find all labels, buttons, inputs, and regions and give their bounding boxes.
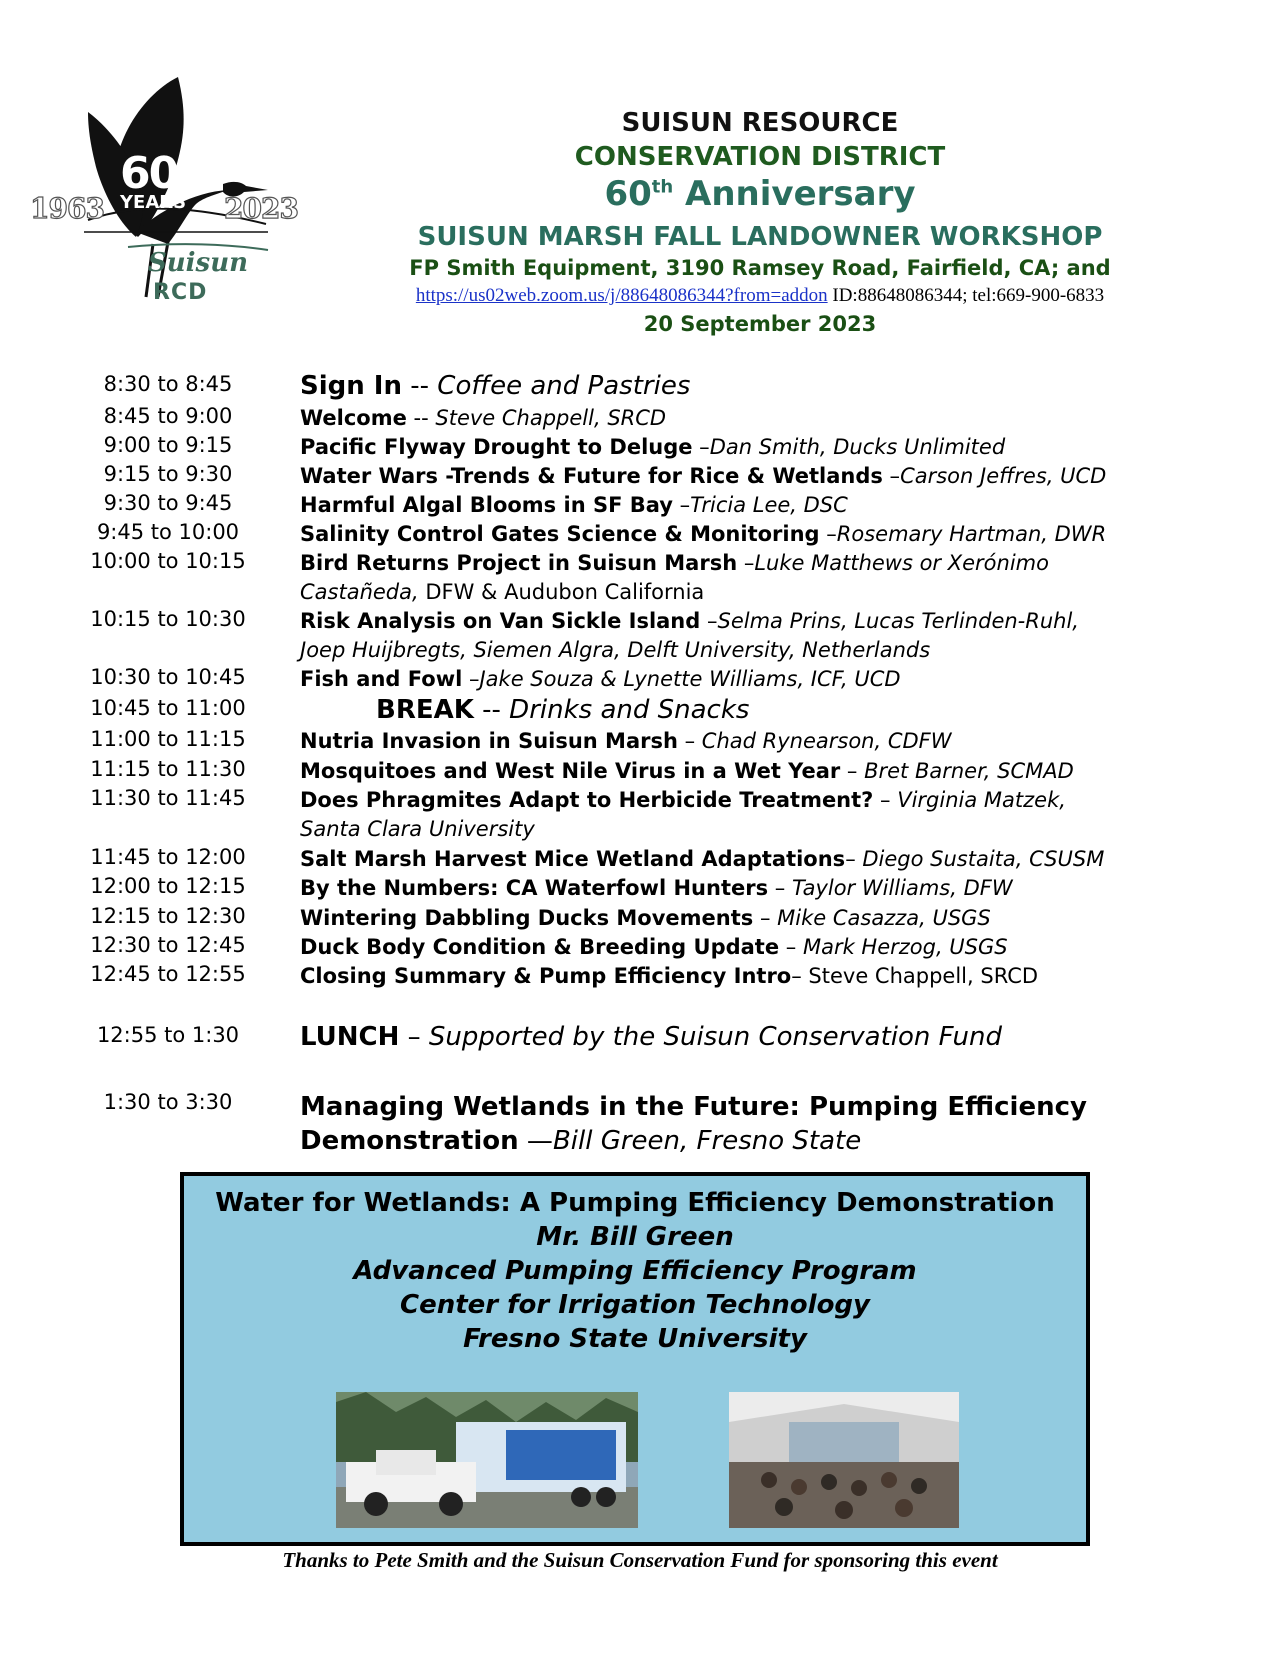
- agenda-speaker: Mike Casazza, USGS: [777, 906, 991, 930]
- zoom-info: ID:88648086344; tel:669-900-6833: [827, 285, 1105, 306]
- agenda-title: Salt Marsh Harvest Mice Wetland Adaptations: [300, 847, 846, 871]
- agenda-event: [300, 665, 1220, 694]
- agenda-speaker: Tricia Lee, DSC: [690, 493, 848, 517]
- agenda-title-cont: Demonstration: [300, 1126, 519, 1156]
- agenda-title: Harmful Algal Blooms in SF Bay: [300, 493, 673, 517]
- agenda-separator: --: [473, 695, 510, 725]
- agenda-speaker: Virginia Matzek,: [897, 788, 1066, 812]
- agenda-speaker: Diego Sustaita, CSUSM: [862, 847, 1105, 871]
- agenda-speaker: Supported by the Suisun Conservation Fund: [428, 1022, 1003, 1052]
- agenda-time: 9:45 to 10:00: [96, 520, 240, 544]
- agenda-separator: –: [672, 493, 691, 517]
- agenda-event: [300, 520, 1220, 549]
- agenda-title: Pacific Flyway Drought to Deluge: [300, 435, 693, 459]
- agenda-title: By the Numbers: CA Waterfowl Hunters: [300, 876, 769, 900]
- workshop-title: SUISUN MARSH FALL LANDOWNER WORKSHOP: [417, 222, 1103, 252]
- logo-year-start: 1963: [30, 192, 104, 225]
- agenda-time: 12:00 to 12:15: [90, 874, 246, 898]
- agenda-time: 12:15 to 12:30: [90, 904, 246, 928]
- agenda-time: 10:00 to 10:15: [90, 549, 246, 573]
- agenda-title: Sign In: [300, 371, 402, 401]
- box-title: Water for Wetlands: A Pumping Efficiency Demonstration: [215, 1188, 1055, 1218]
- agenda-event: [300, 491, 1220, 520]
- agenda-event: [300, 462, 1220, 491]
- agenda-event: [300, 727, 1220, 756]
- agenda-event: [300, 845, 1220, 874]
- agenda-time: 10:15 to 10:30: [90, 607, 246, 631]
- box-university: Fresno State University: [463, 1324, 807, 1354]
- agenda-time: 12:30 to 12:45: [90, 933, 246, 957]
- logo-rcd: RCD: [153, 280, 208, 305]
- agenda-speaker: Carson Jeffres, UCD: [900, 464, 1107, 488]
- agenda-speaker: Rosemary Hartman, DWR: [836, 522, 1107, 546]
- agenda-separator: –: [779, 935, 803, 959]
- agenda-speaker: Drinks and Snacks: [509, 695, 750, 725]
- anniversary-number: 60: [604, 174, 652, 214]
- srcd-logo: [28, 72, 298, 312]
- agenda-event: [300, 607, 1220, 665]
- agenda-time: 9:00 to 9:15: [103, 433, 233, 457]
- logo-years: YEARS: [120, 192, 187, 213]
- box-speaker-name: Mr. Bill Green: [536, 1222, 734, 1252]
- agenda-time: 8:45 to 9:00: [103, 404, 233, 428]
- agenda-event: [300, 1023, 1220, 1052]
- agenda-speaker: Bill Green, Fresno State: [552, 1126, 862, 1156]
- agenda-speaker: Jake Souza & Lynette Williams, ICF, UCD: [479, 667, 901, 691]
- agenda-speaker: Taylor Williams, DFW: [791, 876, 1013, 900]
- agenda-title: Welcome: [300, 406, 407, 430]
- agenda-speaker-cont: Castañeda,: [300, 580, 419, 604]
- agenda-event: [300, 874, 1220, 903]
- agenda-title: Fish and Fowl: [300, 667, 463, 691]
- agenda-event: [300, 757, 1220, 786]
- agenda-event: [300, 433, 1220, 462]
- agenda-time: 1:30 to 3:30: [103, 1090, 233, 1114]
- agenda-separator: –: [737, 551, 755, 575]
- anniversary-word: Anniversary: [673, 174, 916, 214]
- anniversary-title: [280, 174, 1240, 214]
- logo-sixty: 60: [120, 148, 178, 199]
- agenda-separator: –: [791, 964, 809, 988]
- agenda-separator: –: [819, 522, 837, 546]
- agenda-time: 11:45 to 12:00: [90, 845, 246, 869]
- agenda-event: [300, 962, 1220, 991]
- event-date: 20 September 2023: [643, 312, 877, 336]
- agenda-separator: --: [406, 406, 436, 430]
- box-program: Advanced Pumping Efficiency Program: [353, 1256, 917, 1286]
- agenda-title: Nutria Invasion in Suisun Marsh: [300, 729, 678, 753]
- agenda-title: LUNCH: [300, 1022, 400, 1052]
- anniversary-suffix: th: [651, 176, 674, 198]
- agenda-speaker: Chad Rynearson, CDFW: [701, 729, 952, 753]
- agenda-time: 10:45 to 11:00: [90, 696, 246, 720]
- agenda-title: Bird Returns Project in Suisun Marsh: [300, 551, 738, 575]
- demonstration-box: [180, 1172, 1090, 1546]
- agenda-separator: –: [677, 729, 702, 753]
- agenda-separator: –: [840, 759, 865, 783]
- header-line2: CONSERVATION DISTRICT: [574, 142, 946, 172]
- agenda-time: 12:45 to 12:55: [90, 962, 246, 986]
- agenda-time: 9:15 to 9:30: [103, 462, 233, 486]
- agenda-separator: --: [402, 371, 438, 401]
- agenda-separator: –: [845, 847, 863, 871]
- truck-trailer-photo: [336, 1392, 638, 1528]
- agenda-time: 10:30 to 10:45: [90, 665, 246, 689]
- agenda-event: [300, 404, 1220, 433]
- agenda-title: Mosquitoes and West Nile Virus in a Wet Year: [300, 759, 841, 783]
- agenda-separator: –: [700, 609, 718, 633]
- agenda-speaker: Bret Barner, SCMAD: [864, 759, 1074, 783]
- agenda-title: Salinity Control Gates Science & Monitoring: [300, 522, 820, 546]
- agenda-affiliation: DFW & Audubon California: [418, 580, 705, 604]
- box-center: Center for Irrigation Technology: [399, 1290, 870, 1320]
- agenda-speaker: Mark Herzog, USGS: [802, 935, 1008, 959]
- agenda-separator: –: [692, 435, 710, 459]
- agenda-time: 11:15 to 11:30: [90, 757, 246, 781]
- agenda-title: Wintering Dabbling Ducks Movements: [300, 906, 754, 930]
- agenda-separator: –: [399, 1022, 429, 1052]
- agenda-separator: –: [753, 906, 778, 930]
- header-line1: SUISUN RESOURCE: [621, 108, 899, 138]
- agenda-speaker: Steve Chappell, SRCD: [808, 964, 1039, 988]
- agenda-event: [300, 372, 1220, 401]
- agenda-time: 9:30 to 9:45: [103, 491, 233, 515]
- agenda-title: Risk Analysis on Van Sickle Island: [300, 609, 701, 633]
- agenda-title: Closing Summary & Pump Efficiency Intro: [300, 964, 792, 988]
- agenda-speaker: Coffee and Pastries: [437, 371, 691, 401]
- tent-audience-photo: [729, 1392, 959, 1528]
- agenda-separator: –: [873, 788, 898, 812]
- agenda-event: [300, 786, 1220, 844]
- zoom-link[interactable]: https://us02web.zoom.us/j/88648086344?from=addon: [415, 285, 828, 306]
- zoom-line: [280, 285, 1240, 307]
- agenda-event: [300, 549, 1220, 607]
- agenda-separator: —: [518, 1126, 553, 1156]
- agenda-separator: –: [882, 464, 901, 488]
- agenda-title: Does Phragmites Adapt to Herbicide Treatment?: [300, 788, 874, 812]
- logo-year-end: 2023: [224, 192, 298, 225]
- logo-script: Suisun: [148, 248, 249, 278]
- agenda-time: 11:30 to 11:45: [90, 786, 246, 810]
- agenda-time: 8:30 to 8:45: [103, 372, 233, 396]
- agenda-event: [300, 904, 1220, 933]
- agenda-event: [300, 933, 1220, 962]
- agenda-separator: –: [768, 876, 792, 900]
- agenda-event: [300, 1090, 1220, 1158]
- agenda-speaker: Dan Smith, Ducks Unlimited: [709, 435, 1006, 459]
- agenda-title: Water Wars -Trends & Future for Rice & Wetlands: [300, 464, 883, 488]
- agenda-speaker: Selma Prins, Lucas Terlinden-Ruhl,: [717, 609, 1079, 633]
- agenda-speaker: Steve Chappell, SRCD: [435, 406, 667, 430]
- agenda-speaker-cont: Santa Clara University: [300, 817, 535, 841]
- agenda-title: Duck Body Condition & Breeding Update: [300, 935, 780, 959]
- agenda-speaker-cont: Joep Huijbregts, Siemen Algra, Delft University, Netherlands: [300, 638, 931, 662]
- agenda-separator: –: [462, 667, 480, 691]
- footer-thanks: Thanks to Pete Smith and the Suisun Conservation Fund for sponsoring this event: [282, 1548, 998, 1572]
- agenda-title: BREAK: [376, 695, 474, 725]
- agenda-speaker: Luke Matthews or Xerónimo: [754, 551, 1049, 575]
- agenda-time: 12:55 to 1:30: [96, 1023, 240, 1047]
- agenda-time: 11:00 to 11:15: [90, 727, 246, 751]
- location: FP Smith Equipment, 3190 Ramsey Road, Fairfield, CA; and: [409, 256, 1111, 280]
- agenda-event: [300, 696, 1280, 725]
- agenda-title: Managing Wetlands in the Future: Pumping Efficiency: [300, 1092, 1087, 1122]
